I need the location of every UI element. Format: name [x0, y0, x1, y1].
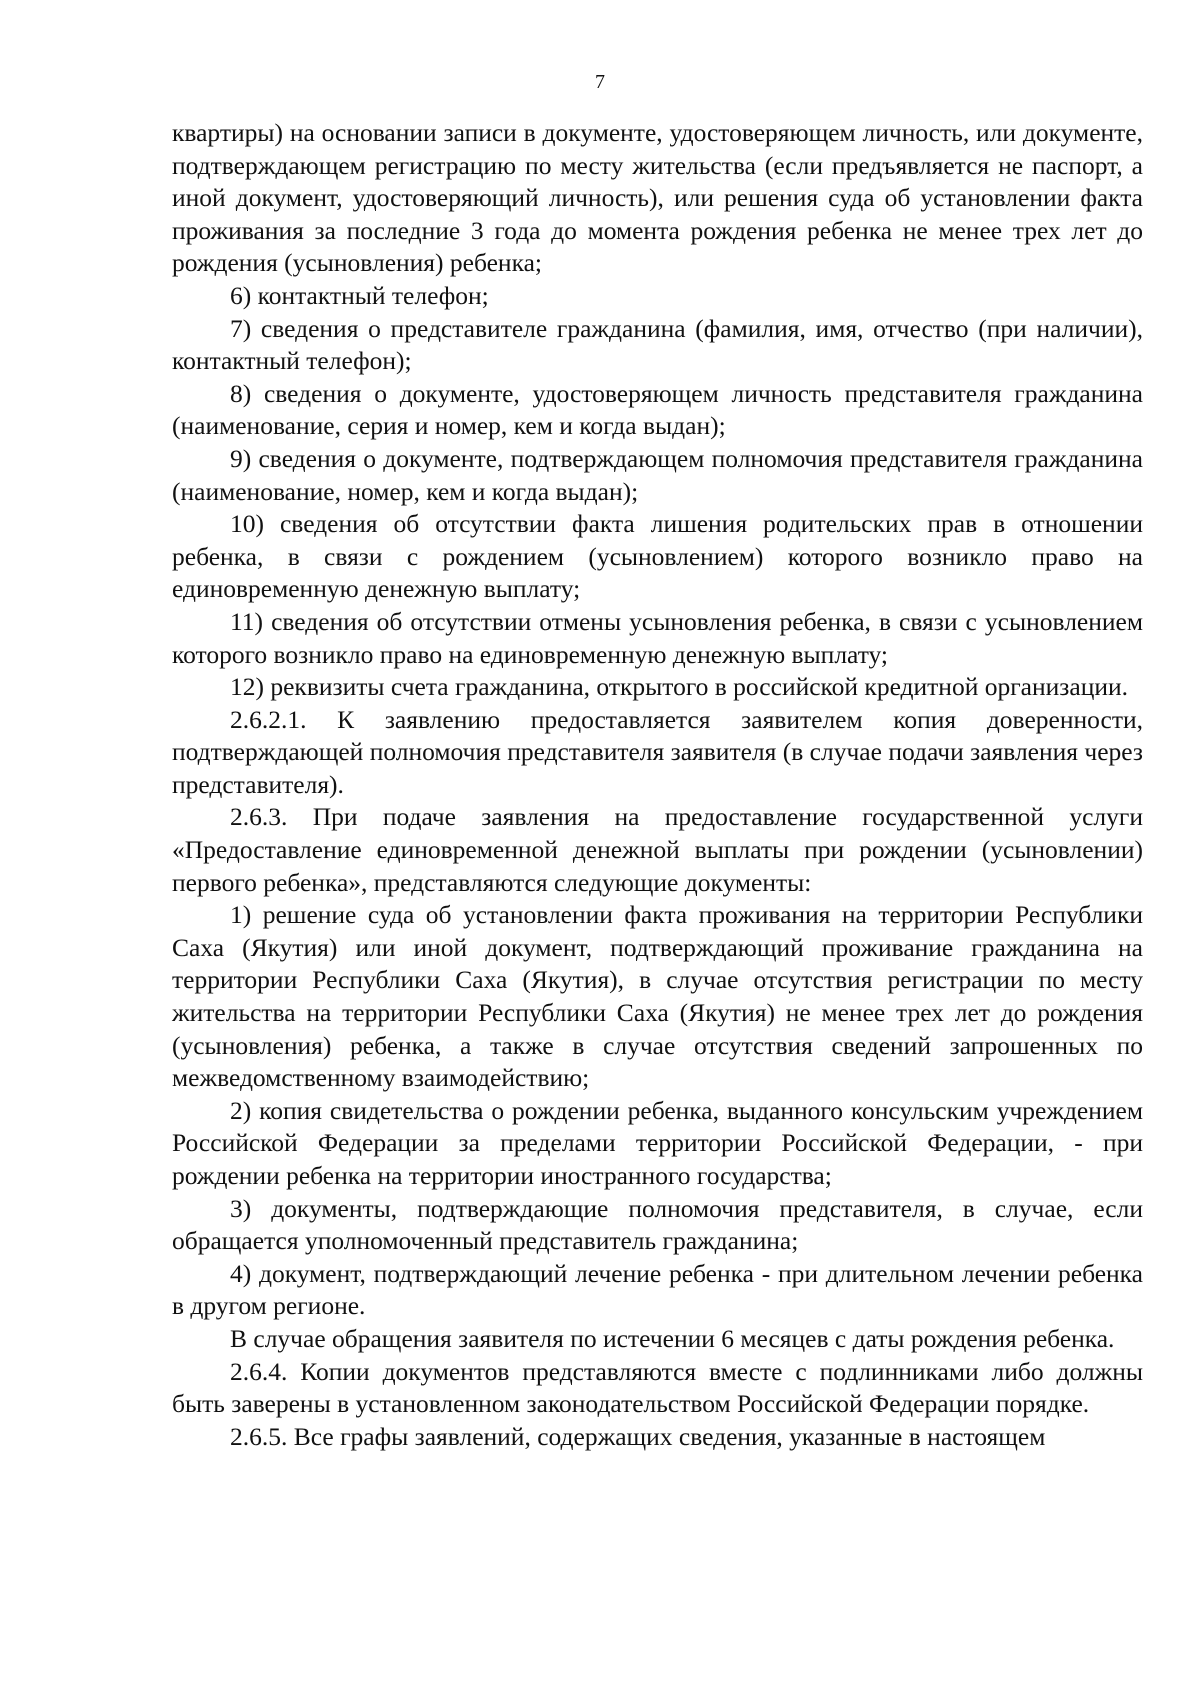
- list-item-7-representative-info: 7) сведения о представителе гражданина (фамилия, имя, отчество (при наличии), контактный телефон);: [172, 313, 1143, 376]
- clause-2-6-3: 2.6.3. При подаче заявления на предоставление государственной услуги «Предоставление единовременной денежной выплаты при рождении (усыновлении) первого ребенка», представляются следующие документы:: [172, 802, 1143, 897]
- document-item-4-treatment-document: 4) документ, подтверждающий лечение ребенка - при длительном лечении ребенка в другом регионе.: [172, 1258, 1143, 1321]
- document-item-1-court-decision: 1) решение суда об установлении факта проживания на территории Республики Саха (Якутия) или иной документ, подтверждающий проживание гражданина на территории Республики Саха (Якутия), в случае отсутствия регистрации по месту жительства на территории Республики Саха (Якутия) не менее трех лет до рождения (усыновления) ребенка, а также в случае отсутствия сведений запрошенных по межведомственному взаимодействию;: [172, 900, 1143, 1093]
- document-item-3-authority-documents: 3) документы, подтверждающие полномочия представителя, в случае, если обращается уполномоченный представитель гражданина;: [172, 1193, 1143, 1256]
- clause-2-6-2-1: 2.6.2.1. К заявлению предоставляется заявителем копия доверенности, подтверждающей полномочия представителя заявителя (в случае подачи заявления через представителя).: [172, 704, 1143, 799]
- document-body: [172, 117, 1143, 1453]
- list-item-8-representative-id: 8) сведения о документе, удостоверяющем личность представителя гражданина (наименование, серия и номер, кем и когда выдан);: [172, 378, 1143, 441]
- list-item-12-bank-details: 12) реквизиты счета гражданина, открытого в российской кредитной организации.: [230, 672, 1129, 702]
- list-item-10-parental-rights: 10) сведения об отсутствии факта лишения родительских прав в отношении ребенка, в связи с рождением (усыновлением) которого возникло право на единовременную денежную выплату;: [172, 509, 1143, 604]
- page-number: 7: [595, 71, 605, 93]
- clause-2-6-4: 2.6.4. Копии документов представляются вместе с подлинниками либо должны быть заверены в установленном законодательством Российской Федерации порядке.: [172, 1356, 1143, 1419]
- paragraph-continuation: квартиры) на основании записи в документе, удостоверяющем личность, или документе, подтверждающем регистрацию по месту жительства (если предъявляется не паспорт, а иной документ, удостоверяющий личность), или решения суда об установлении факта проживания за последние 3 года до момента рождения ребенка не менее трех лет до рождения (усыновления) ребенка;: [172, 118, 1143, 278]
- list-item-9-representative-authority: 9) сведения о документе, подтверждающем полномочия представителя гражданина (наименование, номер, кем и когда выдан);: [172, 443, 1143, 506]
- document-item-2-birth-certificate: 2) копия свидетельства о рождении ребенка, выданного консульским учреждением Российской Федерации за пределами территории Российской Федерации, - при рождении ребенка на территории иностранного государства;: [172, 1095, 1143, 1190]
- late-application-note: В случае обращения заявителя по истечении 6 месяцев с даты рождения ребенка.: [230, 1323, 1115, 1353]
- list-item-11-adoption-cancellation: 11) сведения об отсутствии отмены усыновления ребенка, в связи с усыновлением которого возникло право на единовременную денежную выплату;: [172, 606, 1143, 669]
- list-item-6-contact-phone: 6) контактный телефон;: [230, 280, 489, 310]
- clause-2-6-5: 2.6.5. Все графы заявлений, содержащих сведения, указанные в настоящем: [230, 1421, 1046, 1451]
